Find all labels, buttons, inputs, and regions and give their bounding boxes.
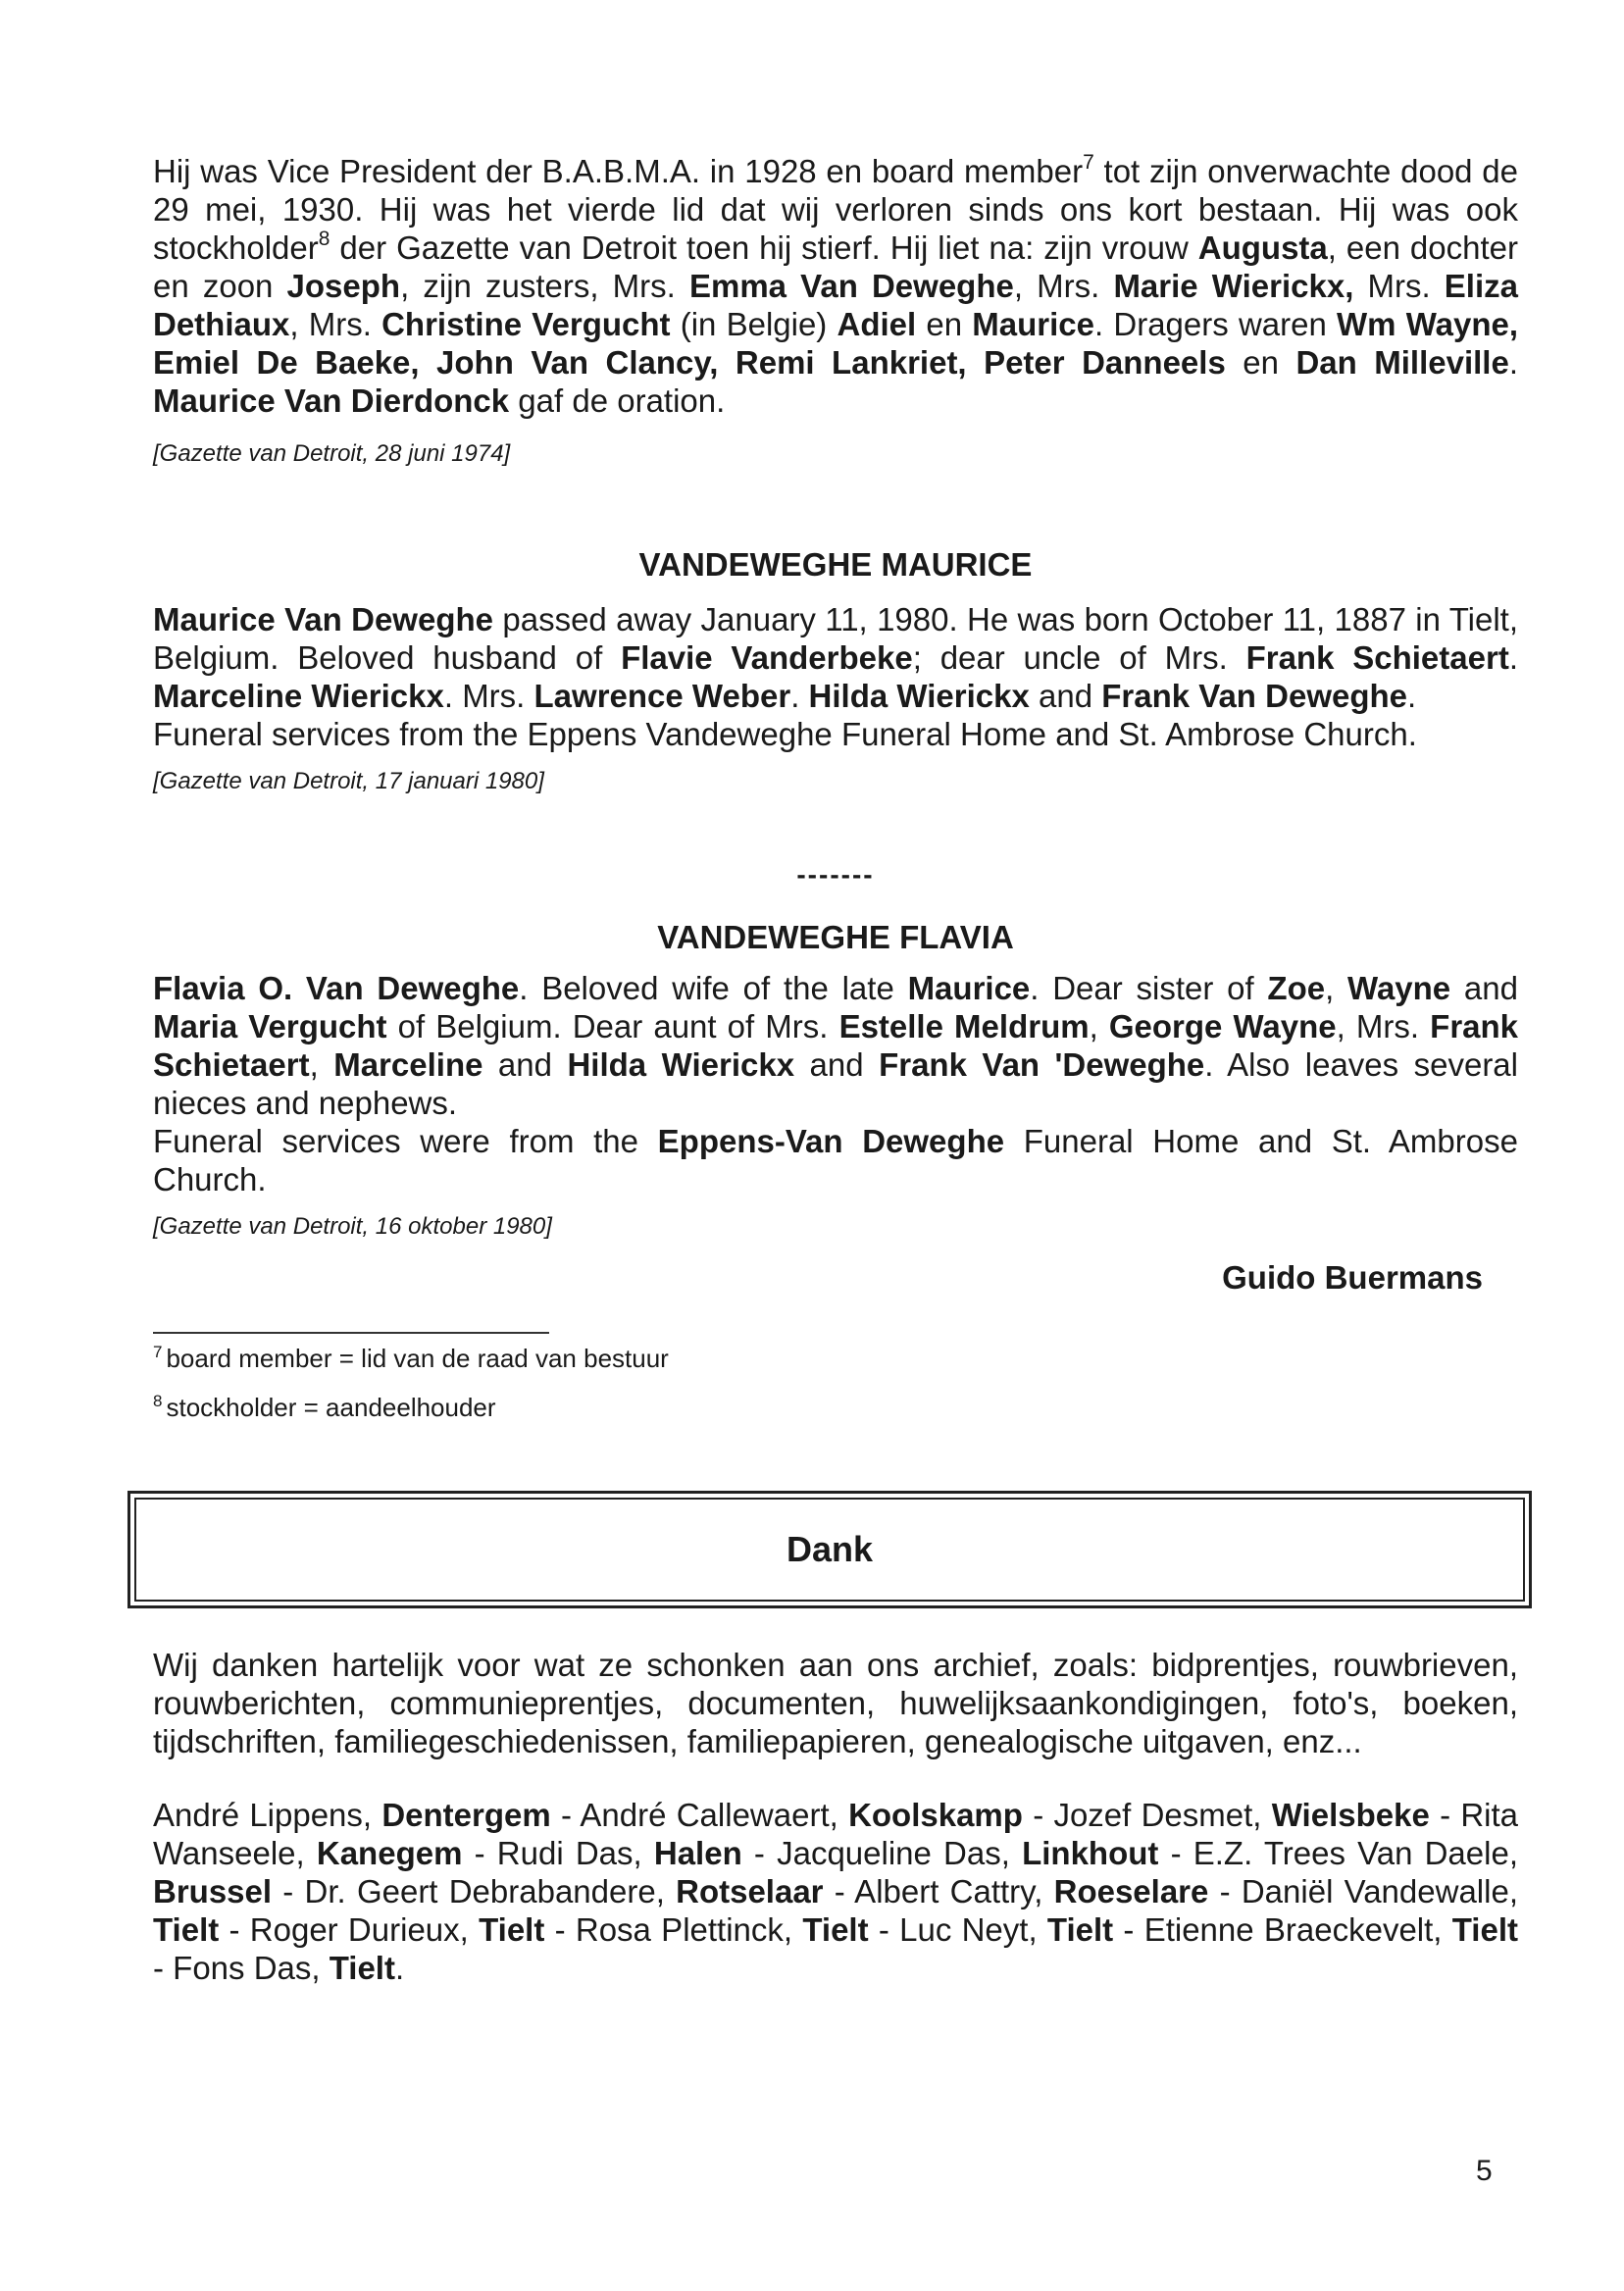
page-number: 5: [1476, 2155, 1493, 2187]
footnote-7: [153, 1344, 669, 1373]
flavia-source-citation: [Gazette van Detroit, 16 oktober 1980]: [153, 1213, 552, 1240]
maurice-heading: VANDEWEGHE MAURICE: [638, 546, 1033, 583]
intro-section: [153, 152, 1518, 469]
intro-paragraph: Hij was Vice President der B.A.B.M.A. in 1928 en board member$^7$ tot zijn onverwachte dood de 29 mei, 1930. Hij was het vierde lid dat wij verloren sinds ons kort bestaan. Hij was ook stockholder$^8$ der Gazette van Detroit toen hij stierf. Hij liet na: zijn vrouw Augusta, een dochter en zoon Joseph, zijn zusters, Mrs. Emma Van Deweghe, Mrs. Marie Wierickx, Mrs. Eliza Dethiaux, Mrs. Christine Vergucht (in Belgie) Adiel en Maurice. Dragers waren Wm Wayne, Emiel De Baeke, John Van Clancy, Remi Lankriet, Peter Danneels en Dan Milleville. Maurice Van Dierdonck gaf de oration.: [153, 151, 1519, 419]
flavia-paragraph: Flavia O. Van Deweghe. Beloved wife of the late Maurice. Dear sister of Zoe, Wayne and Maria Vergucht of Belgium. Dear aunt of Mrs. Estelle Meldrum, George Wayne, Mrs. Frank Schietaert, Marceline and Hilda Wierickx and Frank Van 'Deweghe. Also leaves several nieces and nephews.: [153, 970, 1519, 1121]
maurice-paragraph: Maurice Van Deweghe passed away January 11, 1980. He was born October 11, 1887 in Tielt, Belgium. Beloved husband of Flavie Vanderbeke; dear uncle of Mrs. Frank Schietaert. Marceline Wierickx. Mrs. Lawrence Weber. Hilda Wierickx and Frank Van Deweghe.: [153, 601, 1519, 714]
footnote-8: [153, 1393, 496, 1422]
footnote-text: stockholder = aandeelhouder: [166, 1393, 496, 1422]
footnote-text: board member = lid van de raad van bestuur: [166, 1344, 669, 1373]
flavia-funeral-text: Funeral services were from the Eppens-Van Deweghe Funeral Home and St. Ambrose Church.: [153, 1123, 1518, 1197]
section-separator: -------: [796, 859, 875, 890]
dank-donors-paragraph: André Lippens, Dentergem - André Callewaert, Koolskamp - Jozef Desmet, Wielsbeke - Rita Wanseele, Kanegem - Rudi Das, Halen - Jacqueline Das, Linkhout - E.Z. Trees Van Daele, Brussel - Dr. Geert Debrabandere, Rotselaar - Albert Cattry, Roeselare - Daniël Vandewalle, Tielt - Roger Durieux, Tielt - Rosa Plettinck, Tielt - Luc Neyt, Tielt - Etienne Braeckevelt, Tielt - Fons Das, Tielt.: [153, 1797, 1519, 1986]
footnote-divider: [153, 1332, 549, 1334]
maurice-section: [153, 545, 1518, 796]
maurice-funeral-text: Funeral services from the Eppens Vandeweghe Funeral Home and St. Ambrose Church.: [153, 716, 1417, 752]
footnote-number: 8: [153, 1392, 163, 1410]
maurice-source-citation: [Gazette van Detroit, 17 januari 1980]: [153, 768, 544, 794]
flavia-heading: VANDEWEGHE FLAVIA: [657, 919, 1014, 955]
flavia-section: [153, 918, 1518, 1297]
dank-intro-paragraph: Wij danken hartelijk voor wat ze schonken aan ons archief, zoals: bidprentjes, rouwbrieven, rouwberichten, communieprentjes, documenten, huwelijksaankondigingen, foto's, boeken, tijdschriften, familiegeschiedenissen, familiepapieren, genealogische uitgaven, enz...: [153, 1647, 1518, 1759]
author-signature: Guido Buermans: [1222, 1259, 1483, 1296]
intro-source-citation: [Gazette van Detroit, 28 juni 1974]: [153, 440, 511, 467]
footnote-number: 7: [153, 1343, 163, 1361]
dank-title: Dank: [786, 1529, 874, 1569]
dank-title-box: [127, 1491, 1532, 1608]
section-separator-wrap: [153, 859, 1518, 891]
dank-title-inner-frame: [134, 1498, 1525, 1602]
dank-section: [153, 1646, 1518, 1987]
